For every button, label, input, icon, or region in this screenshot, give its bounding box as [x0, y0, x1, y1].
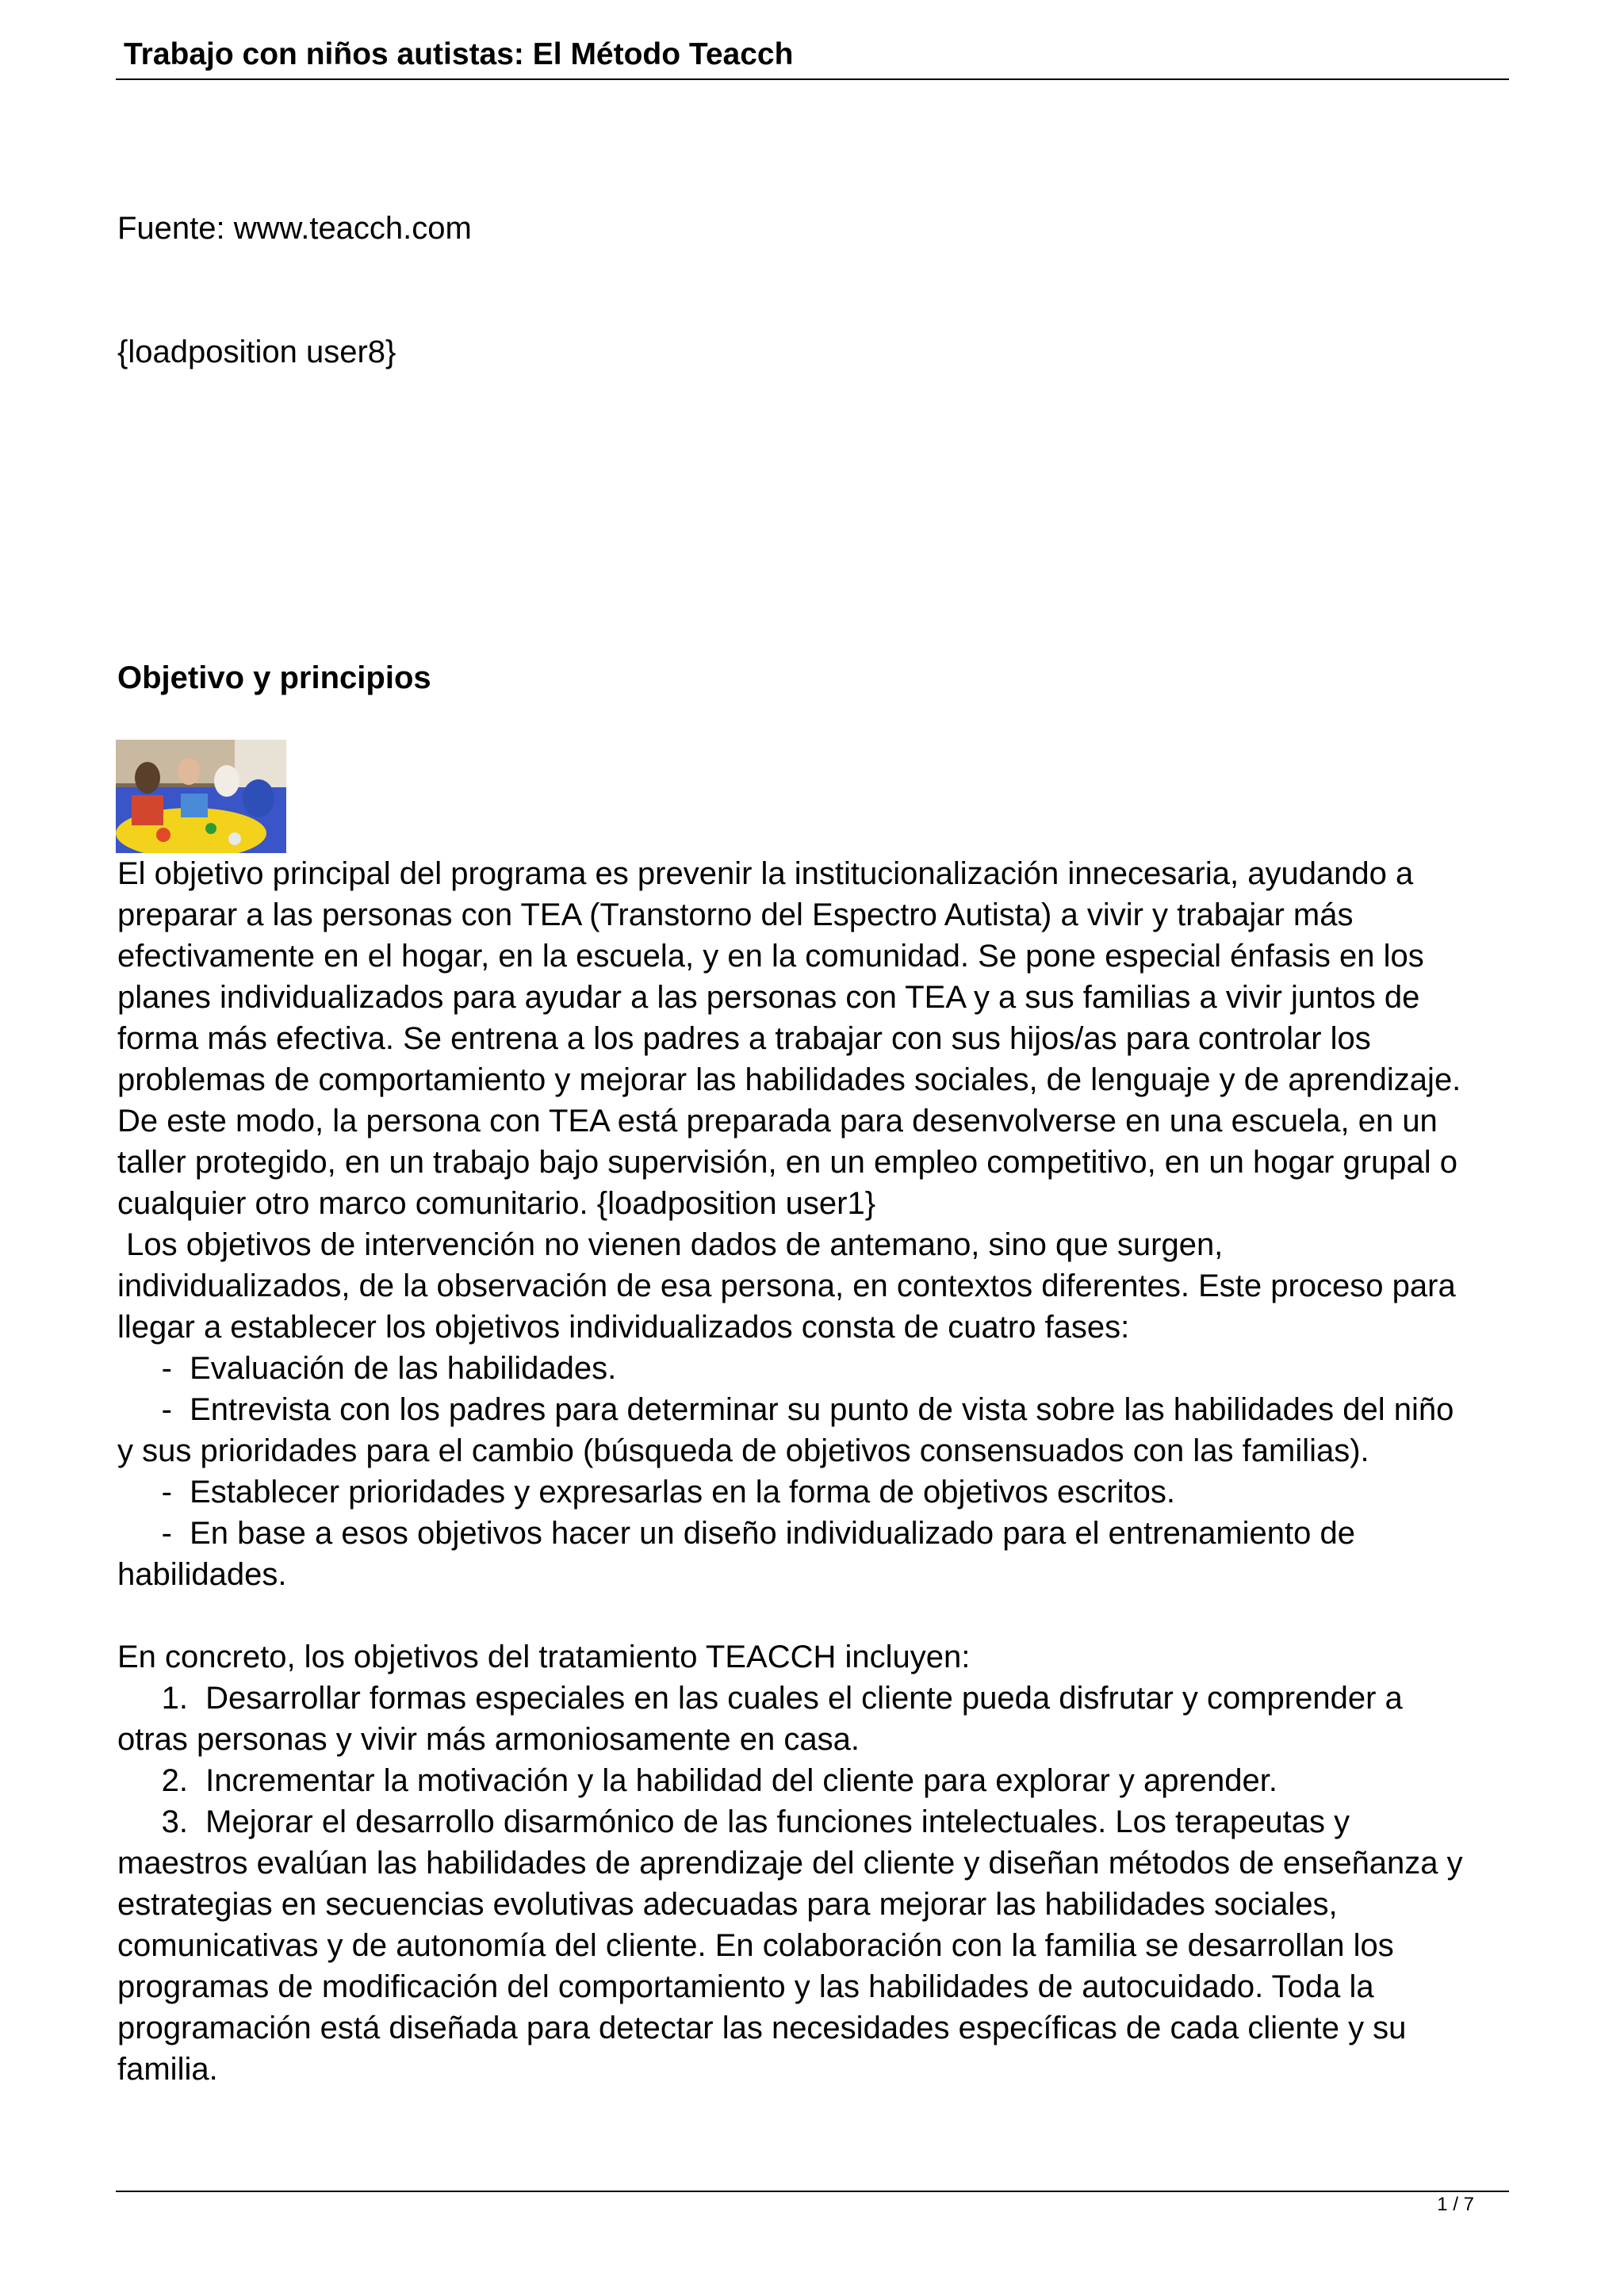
page-number: 1 / 7	[1437, 2194, 1474, 2215]
classroom-photo	[116, 740, 286, 853]
paragraph-line: De este modo, la persona con TEA está preparada para desenvolverse en una escuela, en un	[117, 1104, 1438, 1138]
paragraph-line: maestros evalúan las habilidades de aprendizaje del cliente y diseñan métodos de enseñanza y	[117, 1846, 1463, 1881]
paragraph-line: estrategias en secuencias evolutivas adecuadas para mejorar las habilidades sociales,	[117, 1887, 1338, 1922]
list-item: - En base a esos objetivos hacer un diseño individualizado para el entrenamiento de	[117, 1516, 1355, 1551]
paragraph-line: habilidades.	[117, 1557, 287, 1592]
paragraph-line: planes individualizados para ayudar a las personas con TEA y a sus familias a vivir juntos de	[117, 980, 1420, 1015]
paragraph-line: programas de modificación del comportamiento y las habilidades de autocuidado. Toda la	[117, 1969, 1374, 2004]
section-heading: Objetivo y principios	[117, 660, 431, 695]
list-item: - Establecer prioridades y expresarlas en la forma de objetivos escritos.	[117, 1475, 1175, 1510]
paragraph-line: Los objetivos de intervención no vienen dados de antemano, sino que surgen,	[117, 1227, 1224, 1262]
paragraph-line: forma más efectiva. Se entrena a los padres a trabajar con sus hijos/as para controlar los	[117, 1021, 1371, 1056]
list-item: 2. Incrementar la motivación y la habilidad del cliente para explorar y aprender.	[117, 1763, 1278, 1798]
list-item: 3. Mejorar el desarrollo disarmónico de las funciones intelectuales. Los terapeutas y	[117, 1804, 1350, 1839]
paragraph-line: individualizados, de la observación de esa persona, en contextos diferentes. Este proceso para	[117, 1269, 1456, 1303]
paragraph-line: problemas de comportamiento y mejorar las habilidades sociales, de lenguaje y de aprendizaje.	[117, 1062, 1461, 1097]
paragraph-line: y sus prioridades para el cambio (búsqueda de objetivos consensuados con las familias).	[117, 1433, 1369, 1468]
paragraph-line: El objetivo principal del programa es prevenir la institucionalización innecesaria, ayudando a	[117, 856, 1414, 891]
paragraph-line: comunicativas y de autonomía del cliente. En colaboración con la familia se desarrollan los	[117, 1928, 1394, 1963]
list-item: 1. Desarrollar formas especiales en las cuales el cliente pueda disfrutar y comprender a	[117, 1681, 1403, 1716]
header-rule	[116, 78, 1509, 80]
paragraph-line: preparar a las personas con TEA (Transtorno del Espectro Autista) a vivir y trabajar más	[117, 897, 1354, 932]
paragraph-line: cualquier otro marco comunitario. {loadposition user1}	[117, 1186, 876, 1221]
paragraph-line: efectivamente en el hogar, en la escuela, y en la comunidad. Se pone especial énfasis en los	[117, 939, 1424, 974]
paragraph-line: familia.	[117, 2052, 218, 2087]
paragraph-line: llegar a establecer los objetivos individualizados consta de cuatro fases:	[117, 1310, 1130, 1345]
loadposition-placeholder: {loadposition user8}	[117, 335, 396, 369]
list-item: - Evaluación de las habilidades.	[117, 1351, 617, 1386]
list-item: - Entrevista con los padres para determinar su punto de vista sobre las habilidades del niño	[117, 1392, 1454, 1427]
paragraph-line: programación está diseñada para detectar las necesidades específicas de cada cliente y su	[117, 2011, 1407, 2045]
paragraph-line: taller protegido, en un trabajo bajo supervisión, en un empleo competitivo, en un hogar grupal o	[117, 1145, 1457, 1180]
paragraph-line: otras personas y vivir más armoniosamente en casa.	[117, 1722, 860, 1757]
source-line: Fuente: www.teacch.com	[117, 211, 472, 246]
footer-rule	[116, 2191, 1509, 2192]
page-header-title: Trabajo con niños autistas: El Método Teacch	[124, 37, 794, 71]
paragraph-line: En concreto, los objetivos del tratamiento TEACCH incluyen:	[117, 1640, 971, 1674]
